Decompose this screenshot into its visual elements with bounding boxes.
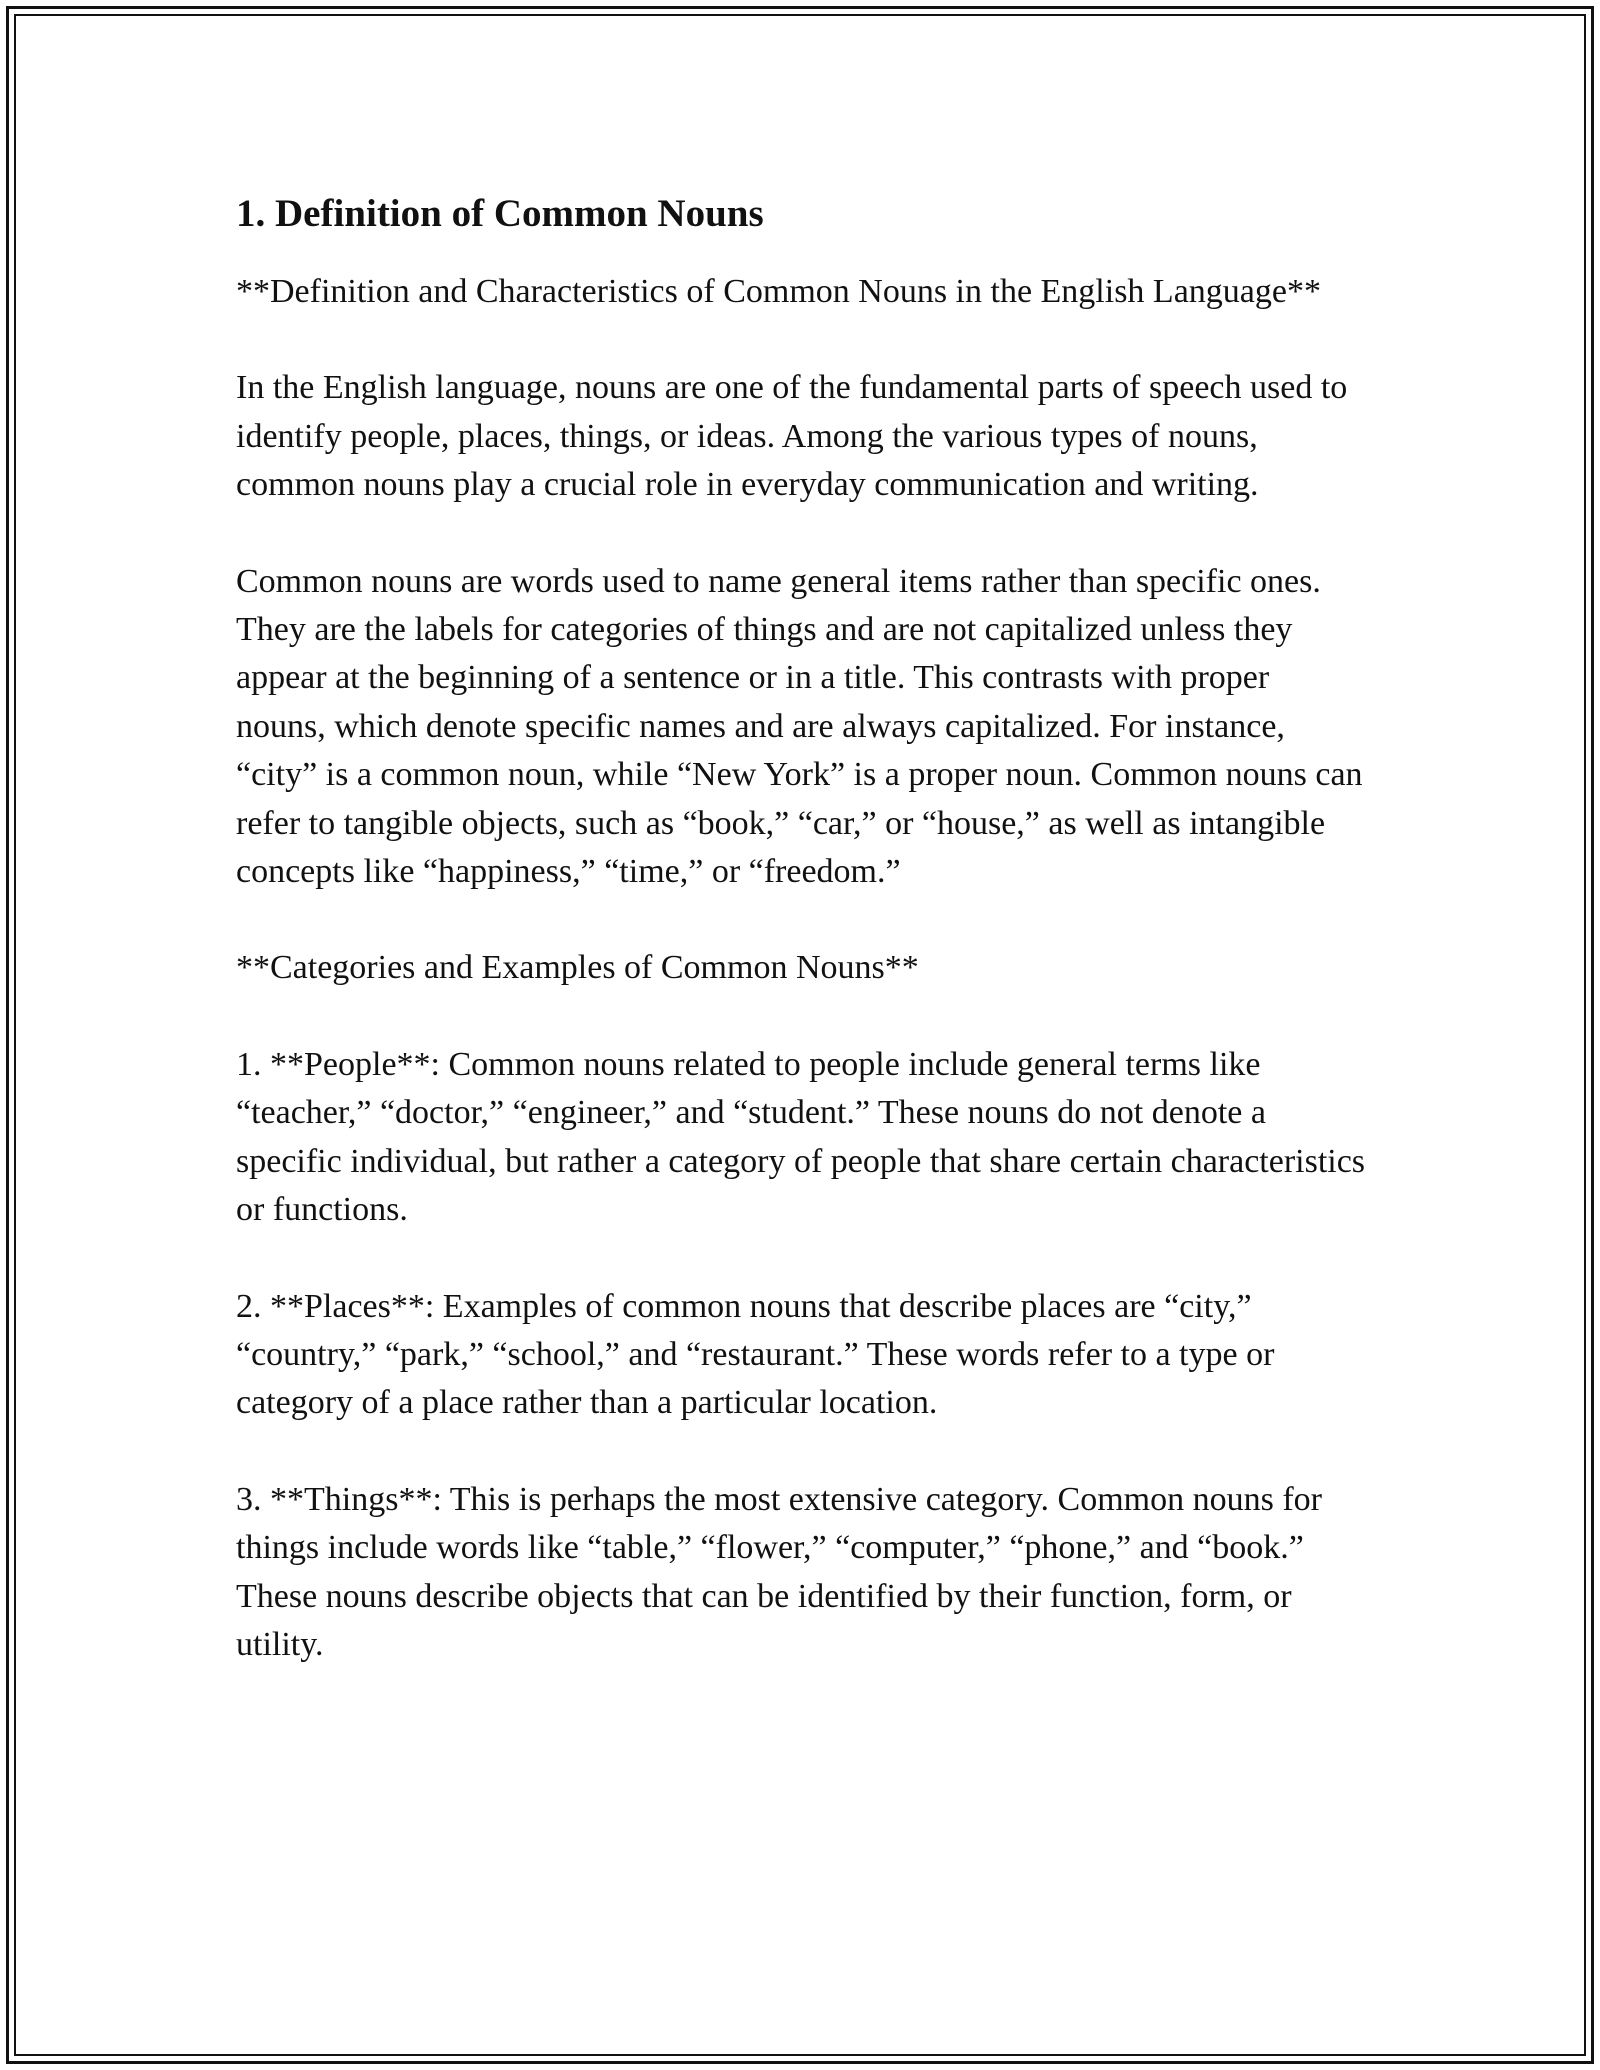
- section-heading: 1. Definition of Common Nouns: [236, 192, 764, 235]
- things-paragraph: 3. **Things**: This is perhaps the most extensive category. Common nouns for things include words like “table,” “flower,” “computer,” “phone,” and “book.” These nouns describe objects that can be identified by their function, form, or utility.: [236, 1480, 1322, 1663]
- categories-heading-paragraph: **Categories and Examples of Common Nouns**: [236, 949, 919, 987]
- document-body: [236, 186, 1366, 1717]
- people-paragraph: 1. **People**: Common nouns related to people include general terms like “teacher,” “doctor,” “engineer,” and “student.” These nouns do not denote a specific individual, but rather a category of people that share certain characteristics or functions.: [236, 1045, 1366, 1229]
- definition-paragraph: Common nouns are words used to name general items rather than specific ones. They are the labels for categories of things and are not capitalized unless they appear at the beginning of a sentence or in a title. This contrasts with proper nouns, which denote specific names and are always capitalized. For instance, “city” is a common noun, while “New York” is a proper noun. Common nouns can refer to tangible objects, such as “book,” “car,” or “house,” as well as intangible concepts like “happiness,” “time,” or “freedom.”: [236, 562, 1363, 891]
- intro-paragraph: In the English language, nouns are one of the fundamental parts of speech used to identify people, places, things, or ideas. Among the various types of nouns, common nouns play a crucial role in everyday communication and writing.: [236, 369, 1348, 504]
- subtitle-paragraph: **Definition and Characteristics of Common Nouns in the English Language**: [236, 273, 1321, 310]
- places-paragraph: 2. **Places**: Examples of common nouns that describe places are “city,” “country,” “park,” “school,” and “restaurant.” These words refer to a type or category of a place rather than a particular location.: [236, 1287, 1275, 1422]
